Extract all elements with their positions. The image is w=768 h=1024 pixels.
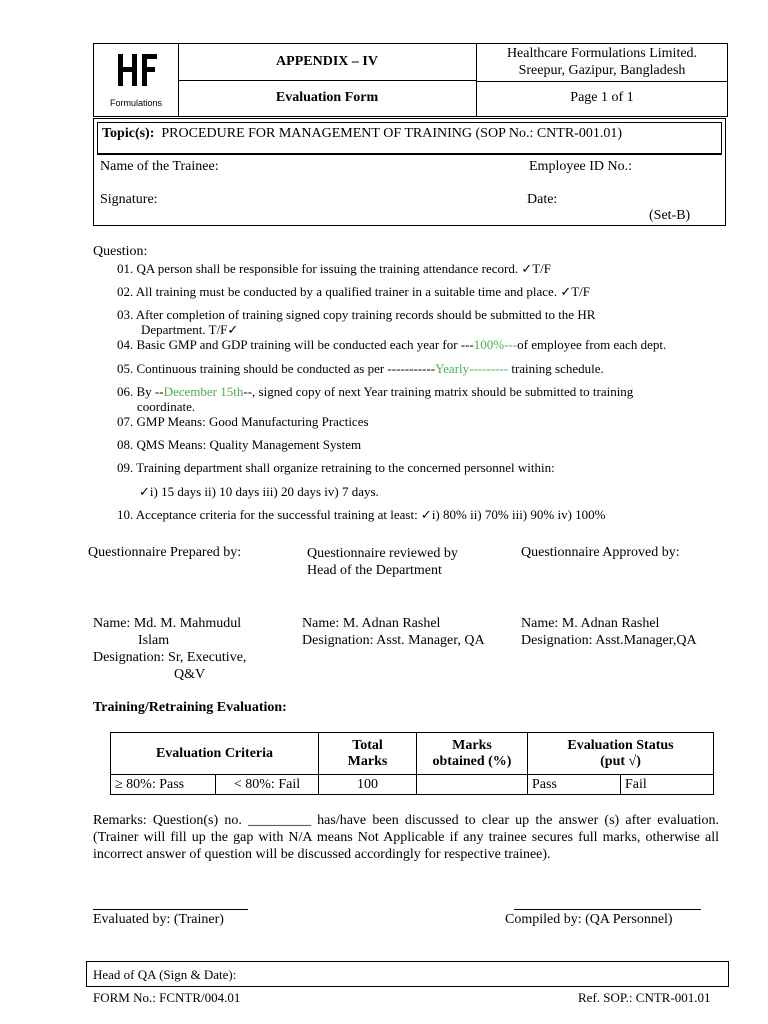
status-header-line2: (put √) <box>600 753 641 769</box>
topic-box <box>93 118 726 226</box>
approver-name: Name: M. Adnan Rashel <box>521 616 660 631</box>
q06-text-end: --, signed copy of next Year training matrix should be submitted to training <box>243 384 634 399</box>
fail-status-cell[interactable]: Fail <box>621 775 714 795</box>
question-05 <box>117 361 604 377</box>
trainer-signature-line <box>93 909 248 910</box>
marks-obtained-header <box>417 733 528 775</box>
evaluation-table <box>110 732 714 795</box>
set-label: (Set-B) <box>649 208 691 223</box>
question-06 <box>117 384 633 400</box>
reviewer-name: Name: M. Adnan Rashel <box>302 616 441 631</box>
topic-label: Topic(s): <box>102 126 155 141</box>
q04-text-end: of employee from each dept. <box>517 337 667 352</box>
pass-criteria-cell: ≥ 80%: Pass <box>111 775 216 795</box>
reviewed-by-label <box>307 545 458 579</box>
reviewer-info <box>302 615 485 649</box>
page-number: Page 1 of 1 <box>570 90 634 105</box>
prepared-by-label: Questionnaire Prepared by: <box>88 545 242 560</box>
criteria-header: Evaluation Criteria <box>111 733 319 775</box>
question-01: 01. QA person shall be responsible for issuing the training attendance record. ✓T/F <box>117 261 552 276</box>
marks-obtained-cell[interactable] <box>417 775 528 795</box>
reviewer-designation: Designation: Asst. Manager, QA <box>302 633 485 648</box>
evaluation-heading: Training/Retraining Evaluation: <box>93 700 287 715</box>
q04-text: 04. Basic GMP and GDP training will be conducted each year for --- <box>117 337 474 352</box>
question-07: 07. GMP Means: Good Manufacturing Practices <box>117 414 369 429</box>
total-header-line2: Marks <box>347 753 388 769</box>
total-header-line1: Total <box>352 737 383 753</box>
total-marks-cell: 100 <box>319 775 417 795</box>
head-qa-label: Head of QA (Sign & Date): <box>93 967 237 982</box>
table-header-row <box>111 733 714 775</box>
preparer-designation-cont: Q&V <box>174 667 206 682</box>
reviewed-line1: Questionnaire reviewed by <box>307 546 458 561</box>
question-04 <box>117 337 666 353</box>
pass-status-cell[interactable]: Pass <box>528 775 621 795</box>
question-09-options: ✓i) 15 days ii) 10 days iii) 20 days iv) 7 days. <box>139 484 379 499</box>
topic-value: PROCEDURE FOR MANAGEMENT OF TRAINING (SOP No.: CNTR-001.01) <box>161 126 622 141</box>
company-info <box>477 44 727 82</box>
logo-text: Formulations <box>109 98 163 108</box>
evaluated-by-label: Evaluated by: (Trainer) <box>93 912 224 927</box>
table-row <box>111 775 714 795</box>
question-08: 08. QMS Means: Quality Management System <box>117 437 362 452</box>
compiled-by-label: Compiled by: (QA Personnel) <box>505 912 673 927</box>
remarks-paragraph: Remarks: Question(s) no. _________ has/have been discussed to clear up the answer (s) after evaluation. (Trainer will fill up the gap with N/A means Not Applicable if any trainee secures full marks, otherwise all incorrect answer of question will be discussed accordingly for respective trainee). <box>93 813 719 862</box>
total-marks-header <box>319 733 417 775</box>
question-09: 09. Training department shall organize retraining to the concerned personnel within: <box>117 460 555 475</box>
fail-criteria-cell: < 80%: Fail <box>216 775 319 795</box>
q05-answer: Yearly--------- <box>435 361 509 376</box>
topic-row <box>97 122 722 155</box>
q05-text: 05. Continuous training should be conducted as per ----------- <box>117 361 436 376</box>
form-title: Evaluation Form <box>178 80 477 116</box>
preparer-name-cont: Islam <box>138 633 170 648</box>
approved-by-label: Questionnaire Approved by: <box>521 545 680 560</box>
reviewed-line2: Head of the Department <box>307 563 442 578</box>
question-02: 02. All training must be conducted by a qualified trainer in a suitable time and place. ✓T/F <box>117 284 590 299</box>
form-number: FORM No.: FCNTR/004.01 <box>93 990 241 1005</box>
question-heading: Question: <box>93 244 148 259</box>
approver-info <box>521 615 697 649</box>
preparer-info <box>93 615 246 683</box>
status-header-line1: Evaluation Status <box>567 737 674 753</box>
approver-designation: Designation: Asst.Manager,QA <box>521 633 697 648</box>
trainee-name-label: Name of the Trainee: <box>100 159 219 174</box>
marks-header-line1: Marks <box>452 737 492 753</box>
head-qa-box <box>86 961 729 987</box>
preparer-name: Name: Md. M. Mahmudul <box>93 616 242 631</box>
question-03-cont: Department. T/F✓ <box>141 322 239 337</box>
q06-answer: December 15th <box>163 384 244 399</box>
signature-label: Signature: <box>100 192 158 207</box>
status-header <box>528 733 714 775</box>
company-logo <box>94 44 179 116</box>
document-header <box>93 43 728 117</box>
appendix-title: APPENDIX – IV <box>178 44 477 81</box>
marks-header-line2: obtained (%) <box>432 753 512 769</box>
question-03: 03. After completion of training signed copy training records should be submitted to the HR <box>117 307 596 322</box>
company-name: Healthcare Formulations Limited. <box>506 46 698 61</box>
employee-id-label: Employee ID No.: <box>529 159 633 174</box>
question-06-cont: coordinate. <box>137 399 196 414</box>
date-label: Date: <box>527 192 558 207</box>
q06-text: 06. By -- <box>117 384 164 399</box>
ref-sop: Ref. SOP.: CNTR-001.01 <box>578 990 711 1005</box>
preparer-designation: Designation: Sr, Executive, <box>93 650 247 665</box>
company-address: Sreepur, Gazipur, Bangladesh <box>518 63 686 78</box>
q04-answer: 100%--- <box>473 337 518 352</box>
qa-signature-line <box>514 909 701 910</box>
question-10: 10. Acceptance criteria for the successful training at least: ✓i) 80% ii) 70% iii) 90% iv) 100% <box>117 507 606 522</box>
q05-text-end: training schedule. <box>508 361 604 376</box>
